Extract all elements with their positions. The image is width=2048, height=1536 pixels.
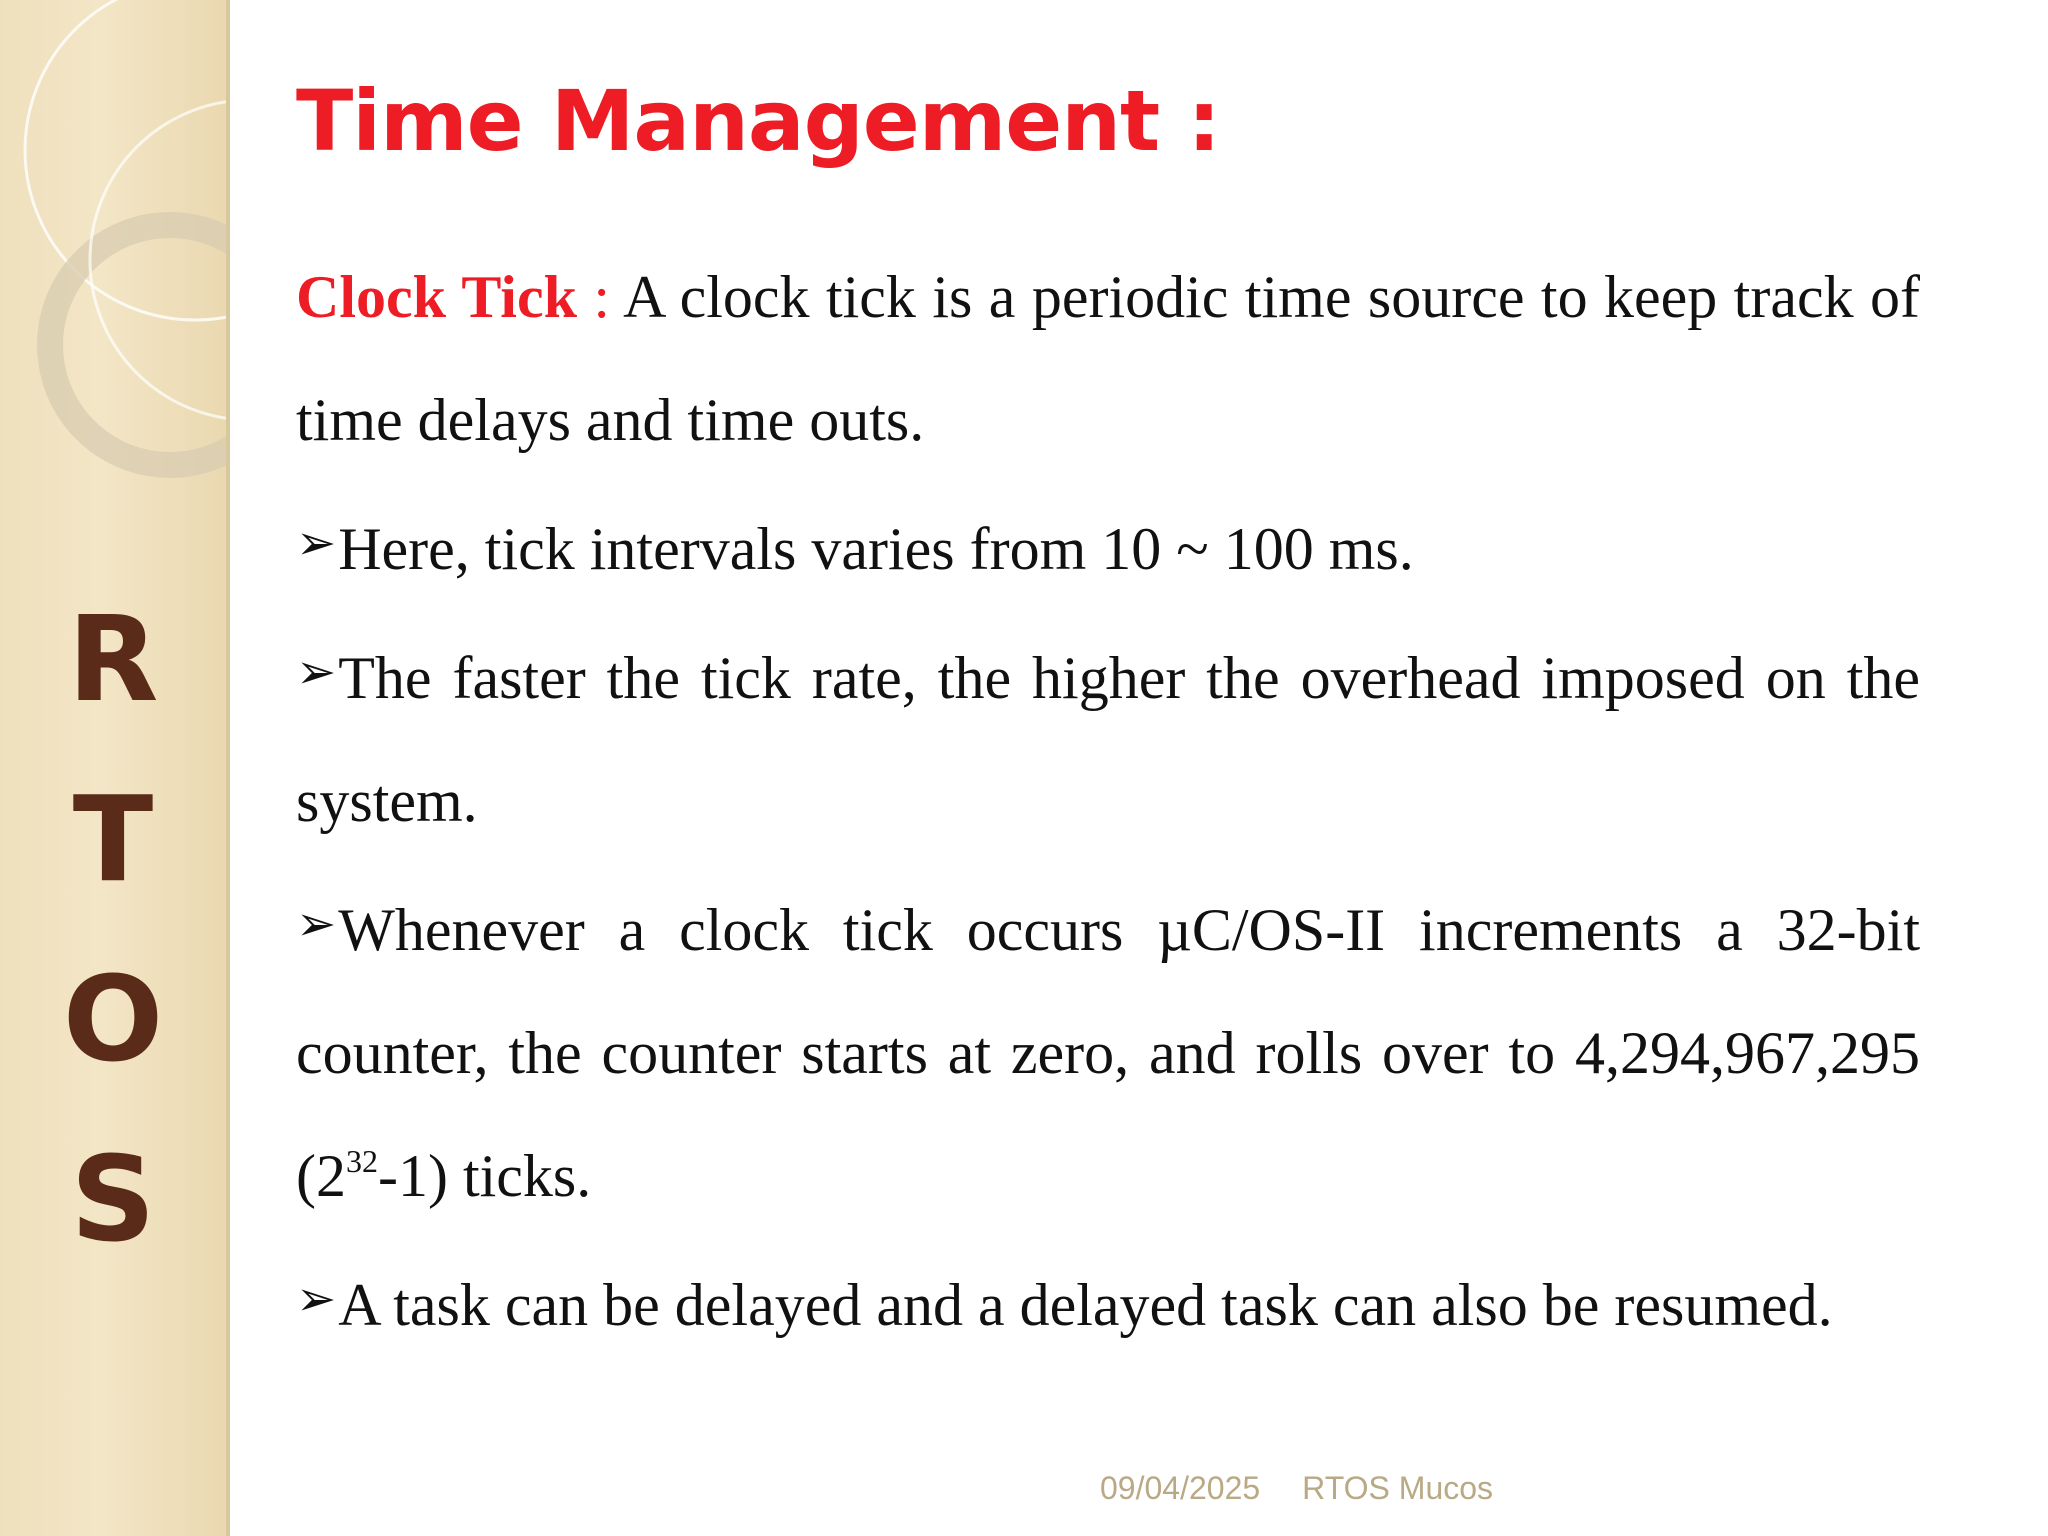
clock-tick-label: Clock Tick [296,264,577,330]
bullet-item [296,863,1920,1238]
sidebar-letter-o: O [62,950,164,1088]
sidebar-letter-s: S [70,1130,156,1268]
bullet-item [296,482,1920,611]
footer-date: 09/04/2025 [1100,1470,1261,1506]
bullet-item [296,1238,1920,1367]
sidebar-letter-t: T [72,770,154,908]
bullet-text: A task can be delayed and a delayed task can also be resumed. [338,1272,1833,1338]
bullet-text: The faster the tick rate, the higher the overhead imposed on the system. [296,645,1920,834]
clock-tick-definition: A clock tick is a periodic time source to keep track of time delays and time outs. [296,264,1920,453]
bullet-text: Here, tick intervals varies from 10 ~ 100 ms. [338,516,1414,582]
exponent-superscript: 32 [345,1143,378,1179]
clock-tick-colon: : [576,264,611,330]
slide-body [296,236,1920,1367]
clock-tick-paragraph [296,236,1920,482]
slide-footer [1100,1470,1493,1507]
arrowhead-bullet-icon: ➢ [296,1271,337,1327]
arrowhead-bullet-icon: ➢ [296,896,337,952]
bullet-item [296,611,1920,863]
decorative-circles [0,0,226,1536]
arrowhead-bullet-icon: ➢ [296,644,337,700]
sidebar-panel [0,0,230,1536]
bullet-text-counter-end: -1) ticks. [377,1143,592,1209]
bullet-text-counter: Whenever a clock tick occurs µC/OS-II increments a 32-bit counter, the counter starts at zero, and rolls over to 4,294,967,295 (2 [296,897,1920,1209]
sidebar-letter-r: R [67,590,159,728]
arrowhead-bullet-icon: ➢ [296,515,337,571]
footer-title: RTOS Mucos [1302,1470,1494,1506]
slide-title: Time Management : [296,72,1220,170]
